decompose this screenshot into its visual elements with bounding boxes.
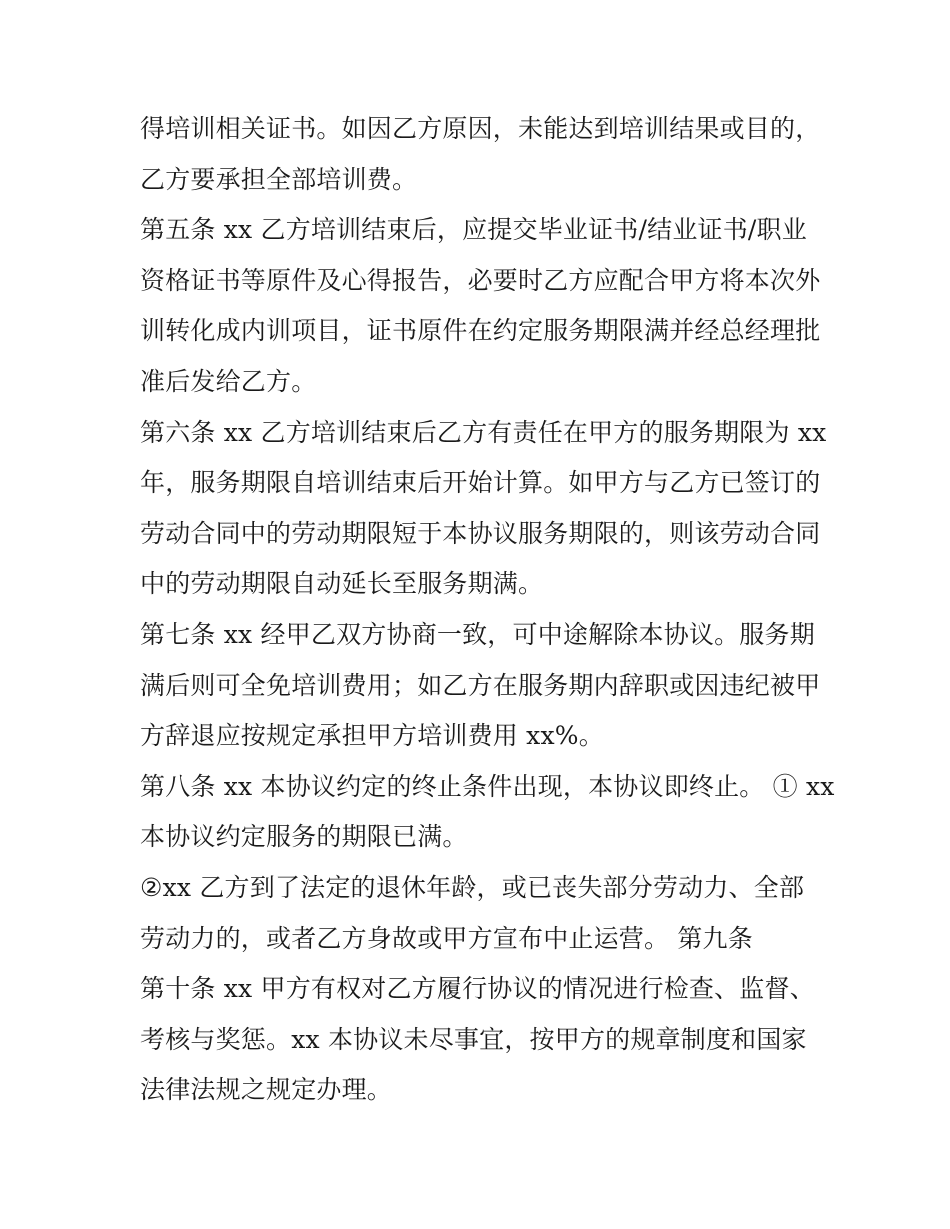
text-line: 第五条 xx 乙方培训结束后，应提交毕业证书/结业证书/职业 xyxy=(140,215,807,245)
text-line: 第十条 xx 甲方有权对乙方履行协议的情况进行检查、监督、 xyxy=(140,974,815,1004)
text-line: 乙方要承担全部培训费。 xyxy=(140,164,418,194)
text-line: 得培训相关证书。如因乙方原因，未能达到培训结果或目的， xyxy=(140,114,821,143)
text-line: 劳动合同中的劳动期限短于本协议服务期限的，则该劳动合同 xyxy=(140,518,821,548)
document-body xyxy=(140,104,835,1116)
text-line: 考核与奖惩。xx 本协议未尽事宜，按甲方的规章制度和国家 xyxy=(140,1024,807,1054)
text-line: 满后则可全免培训费用；如乙方在服务期内辞职或因违纪被甲 xyxy=(140,670,821,700)
text-line: 第六条 xx 乙方培训结束后乙方有责任在甲方的服务期限为 xx xyxy=(140,417,827,447)
text-line: 准后发给乙方。 xyxy=(140,366,317,396)
text-line: 本协议约定服务的期限已满。 xyxy=(140,822,468,852)
text-line: ②xx 乙方到了法定的退休年龄，或已丧失部分劳动力、全部 xyxy=(140,872,805,902)
text-line: 训转化成内训项目，证书原件在约定服务期限满并经总经理批 xyxy=(140,316,821,346)
text-line: 法律法规之规定办理。 xyxy=(140,1075,393,1105)
text-line: 方辞退应按规定承担甲方培训费用 xx%。 xyxy=(140,721,604,751)
text-line: 劳动力的，或者乙方身故或甲方宣布中止运营。 第九条 xyxy=(140,923,753,953)
text-line: 第八条 xx 本协议约定的终止条件出现，本协议即终止。 ① xx xyxy=(140,771,835,801)
text-line: 第七条 xx 经甲乙双方协商一致，可中途解除本协议。服务期 xyxy=(140,619,815,649)
text-line: 资格证书等原件及心得报告，必要时乙方应配合甲方将本次外 xyxy=(140,265,821,295)
text-line: 年，服务期限自培训结束后开始计算。如甲方与乙方已签订的 xyxy=(140,468,821,498)
text-line: 中的劳动期限自动延长至服务期满。 xyxy=(140,569,544,599)
